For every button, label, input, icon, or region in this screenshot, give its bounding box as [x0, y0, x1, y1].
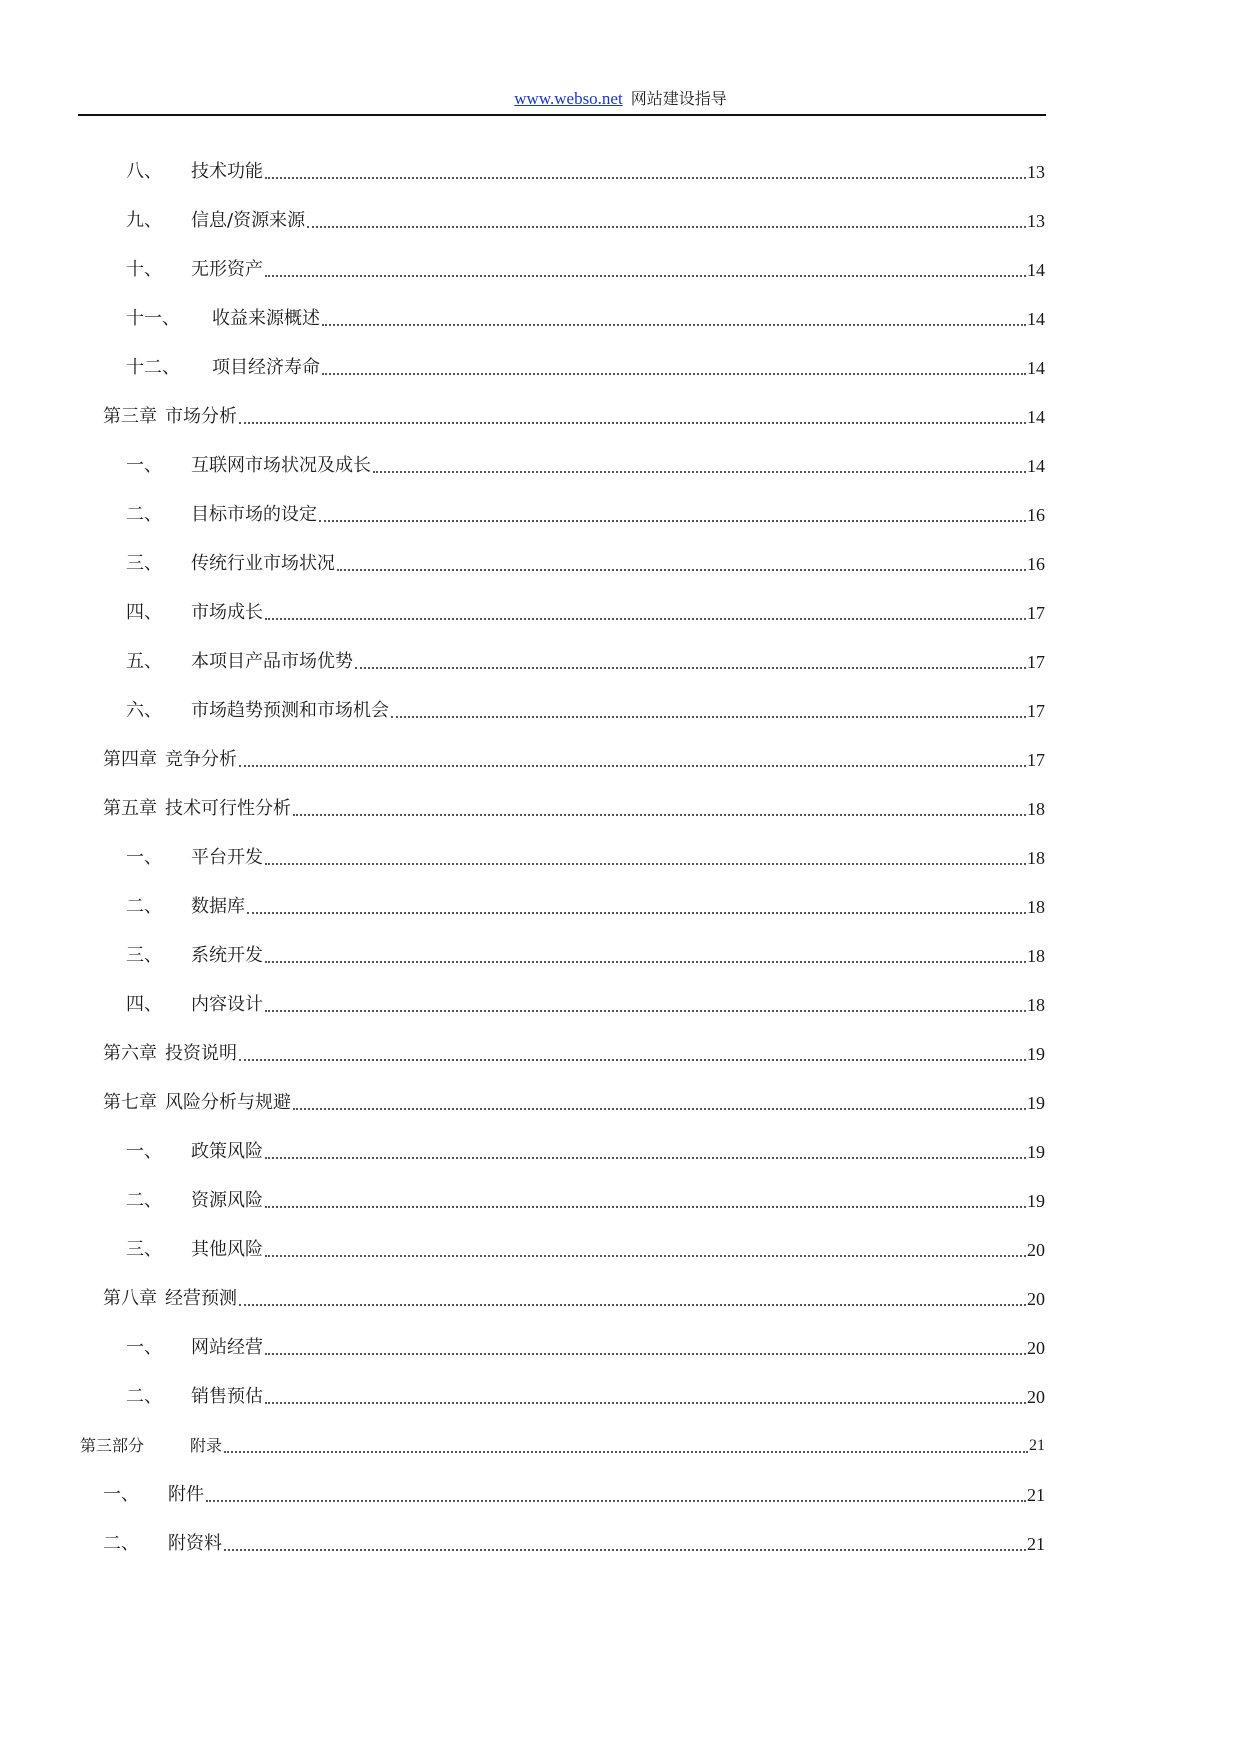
toc-entry-page: 20: [1027, 1338, 1045, 1358]
toc-entry-page: 13: [1027, 211, 1045, 231]
toc-entry-number: 第七章: [103, 1092, 157, 1113]
toc-entry[interactable]: [103, 1040, 1045, 1068]
toc-entry[interactable]: [126, 844, 1045, 872]
toc-entry-title: 资源风险: [191, 1190, 263, 1211]
toc-entry[interactable]: [126, 1187, 1045, 1215]
toc-entry[interactable]: [126, 599, 1045, 627]
toc-entry-title: 互联网市场状况及成长: [191, 455, 371, 476]
toc-dot-leader: [355, 665, 1026, 669]
toc-dot-leader: [293, 812, 1026, 816]
toc-dot-leader: [265, 959, 1026, 963]
toc-entry-title: 附资料: [168, 1533, 222, 1554]
toc-entry-number: 三、: [126, 553, 162, 574]
toc-entry-page: 14: [1027, 309, 1045, 329]
toc-entry[interactable]: [126, 697, 1045, 725]
toc-dot-leader: [307, 224, 1026, 228]
toc-entry-page: 20: [1027, 1289, 1045, 1309]
toc-dot-leader: [265, 1155, 1026, 1159]
toc-entry[interactable]: [126, 354, 1045, 382]
toc-entry-title: 经营预测: [165, 1288, 237, 1309]
toc-entry-number: 第三章: [103, 406, 157, 427]
toc-entry[interactable]: [103, 1285, 1045, 1313]
toc-entry-number: 二、: [126, 896, 162, 917]
toc-entry-number: 四、: [126, 602, 162, 623]
toc-entry-page: 14: [1027, 456, 1045, 476]
toc-entry-page: 21: [1029, 1437, 1045, 1454]
toc-entry[interactable]: [103, 1530, 1045, 1558]
toc-entry-number: 二、: [126, 504, 162, 525]
toc-entry-number: 二、: [126, 1386, 162, 1407]
toc-entry-number: 四、: [126, 994, 162, 1015]
toc-entry-page: 19: [1027, 1142, 1045, 1162]
toc-entry-title: 数据库: [191, 896, 245, 917]
toc-dot-leader: [224, 1547, 1026, 1551]
toc-entry-number: 一、: [126, 1337, 162, 1358]
toc-entry-number: 八、: [126, 161, 162, 182]
toc-dot-leader: [224, 1449, 1028, 1453]
toc-entry[interactable]: [126, 305, 1045, 333]
toc-entry-number: 九、: [126, 210, 162, 231]
toc-entry-page: 20: [1027, 1240, 1045, 1260]
toc-entry-title: 传统行业市场状况: [191, 553, 335, 574]
toc-entry[interactable]: [126, 1334, 1045, 1362]
toc-dot-leader: [265, 175, 1026, 179]
toc-entry-title: 无形资产: [191, 259, 263, 280]
toc-entry-number: 二、: [126, 1190, 162, 1211]
toc-dot-leader: [265, 616, 1026, 620]
toc-entry-page: 17: [1027, 701, 1045, 721]
toc-dot-leader: [337, 567, 1026, 571]
toc-entry-page: 13: [1027, 162, 1045, 182]
toc-entry-page: 16: [1027, 554, 1045, 574]
toc-dot-leader: [247, 910, 1026, 914]
toc-entry-number: 十二、: [126, 357, 180, 378]
toc-dot-leader: [322, 371, 1026, 375]
toc-entry-title: 附件: [168, 1484, 204, 1505]
toc-entry-page: 19: [1027, 1044, 1045, 1064]
toc-entry[interactable]: [126, 1138, 1045, 1166]
toc-entry-title: 销售预估: [191, 1386, 263, 1407]
toc-entry-page: 21: [1027, 1534, 1045, 1554]
toc-entry-title: 附录: [190, 1436, 223, 1455]
toc-dot-leader: [322, 322, 1026, 326]
toc-dot-leader: [391, 714, 1026, 718]
toc-entry-page: 14: [1027, 260, 1045, 280]
toc-entry-title: 竞争分析: [165, 749, 237, 770]
toc-entry-number: 一、: [103, 1484, 139, 1505]
toc-entry-number: 三、: [126, 945, 162, 966]
toc-entry[interactable]: [126, 256, 1045, 284]
toc-entry-number: 第五章: [103, 798, 157, 819]
toc-entry-number: 第八章: [103, 1288, 157, 1309]
toc-entry-page: 19: [1027, 1191, 1045, 1211]
site-link[interactable]: www.webso.net: [514, 89, 623, 108]
toc-entry-title: 项目经济寿命: [212, 357, 320, 378]
toc-entry-title: 本项目产品市场优势: [191, 651, 353, 672]
toc-entry-title: 技术功能: [191, 161, 263, 182]
toc-entry-title: 信息/资源来源: [191, 210, 306, 231]
toc-entry[interactable]: [103, 795, 1045, 823]
toc-entry[interactable]: [126, 991, 1045, 1019]
toc-entry[interactable]: [126, 452, 1045, 480]
toc-entry-title: 平台开发: [191, 847, 263, 868]
toc-dot-leader: [265, 1204, 1026, 1208]
toc-entry-number: 第三部分: [80, 1436, 145, 1455]
toc-entry-title: 市场分析: [165, 406, 237, 427]
toc-entry-page: 16: [1027, 505, 1045, 525]
toc-entry-page: 19: [1027, 1093, 1045, 1113]
toc-entry-title: 风险分析与规避: [165, 1092, 291, 1113]
header-title: 网站建设指导: [630, 89, 727, 108]
toc-entry[interactable]: [103, 1089, 1045, 1117]
toc-entry-title: 网站经营: [191, 1337, 263, 1358]
toc-entry-page: 14: [1027, 407, 1045, 427]
toc-entry-title: 其他风险: [191, 1239, 263, 1260]
toc-entry-number: 一、: [126, 455, 162, 476]
toc-entry-page: 17: [1027, 750, 1045, 770]
toc-entry-title: 市场成长: [191, 602, 263, 623]
toc-entry[interactable]: [126, 1236, 1045, 1264]
toc-dot-leader: [265, 273, 1026, 277]
toc-entry-page: 18: [1027, 946, 1045, 966]
toc-dot-leader: [319, 518, 1026, 522]
toc-entry-page: 14: [1027, 358, 1045, 378]
toc-entry[interactable]: [80, 1432, 1045, 1460]
toc-entry-number: 三、: [126, 1239, 162, 1260]
toc-entry-number: 二、: [103, 1533, 139, 1554]
toc-entry-page: 18: [1027, 995, 1045, 1015]
toc-entry-number: 第四章: [103, 749, 157, 770]
toc-entry-title: 收益来源概述: [212, 308, 320, 329]
toc-entry-title: 系统开发: [191, 945, 263, 966]
toc-dot-leader: [206, 1498, 1026, 1502]
toc-entry-page: 18: [1027, 799, 1045, 819]
toc-entry-number: 五、: [126, 651, 162, 672]
toc-dot-leader: [373, 469, 1026, 473]
toc-entry-title: 市场趋势预测和市场机会: [191, 700, 389, 721]
toc-entry-number: 一、: [126, 847, 162, 868]
toc-entry[interactable]: [126, 158, 1045, 186]
toc-entry-number: 十一、: [126, 308, 180, 329]
toc-dot-leader: [239, 1302, 1026, 1306]
toc-entry-page: 21: [1027, 1485, 1045, 1505]
toc-entry-title: 技术可行性分析: [165, 798, 291, 819]
toc-entry-number: 六、: [126, 700, 162, 721]
toc-entry[interactable]: [126, 207, 1045, 235]
toc-dot-leader: [239, 763, 1026, 767]
toc-entry-title: 内容设计: [191, 994, 263, 1015]
toc-dot-leader: [239, 420, 1026, 424]
toc-entry[interactable]: [126, 893, 1045, 921]
toc-entry[interactable]: [103, 1481, 1045, 1509]
toc-entry-title: 政策风险: [191, 1141, 263, 1162]
toc-entry-page: 18: [1027, 848, 1045, 868]
toc-entry[interactable]: [126, 501, 1045, 529]
toc-entry-page: 18: [1027, 897, 1045, 917]
toc-entry-number: 一、: [126, 1141, 162, 1162]
toc-dot-leader: [293, 1106, 1026, 1110]
toc-entry[interactable]: [126, 942, 1045, 970]
toc-entry[interactable]: [126, 550, 1045, 578]
toc-entry[interactable]: [126, 1383, 1045, 1411]
toc-dot-leader: [265, 1351, 1026, 1355]
toc-entry-title: 投资说明: [165, 1043, 237, 1064]
toc-entry-page: 17: [1027, 652, 1045, 672]
toc-dot-leader: [239, 1057, 1026, 1061]
toc-dot-leader: [265, 1253, 1026, 1257]
toc-entry-title: 目标市场的设定: [191, 504, 317, 525]
toc-dot-leader: [265, 1008, 1026, 1012]
toc-entry-page: 17: [1027, 603, 1045, 623]
toc-entry-page: 20: [1027, 1387, 1045, 1407]
toc-entry-number: 第六章: [103, 1043, 157, 1064]
toc-entry[interactable]: [103, 746, 1045, 774]
toc-entry[interactable]: [103, 403, 1045, 431]
toc-dot-leader: [265, 861, 1026, 865]
toc-dot-leader: [265, 1400, 1026, 1404]
toc-entry[interactable]: [126, 648, 1045, 676]
toc-entry-number: 十、: [126, 259, 162, 280]
